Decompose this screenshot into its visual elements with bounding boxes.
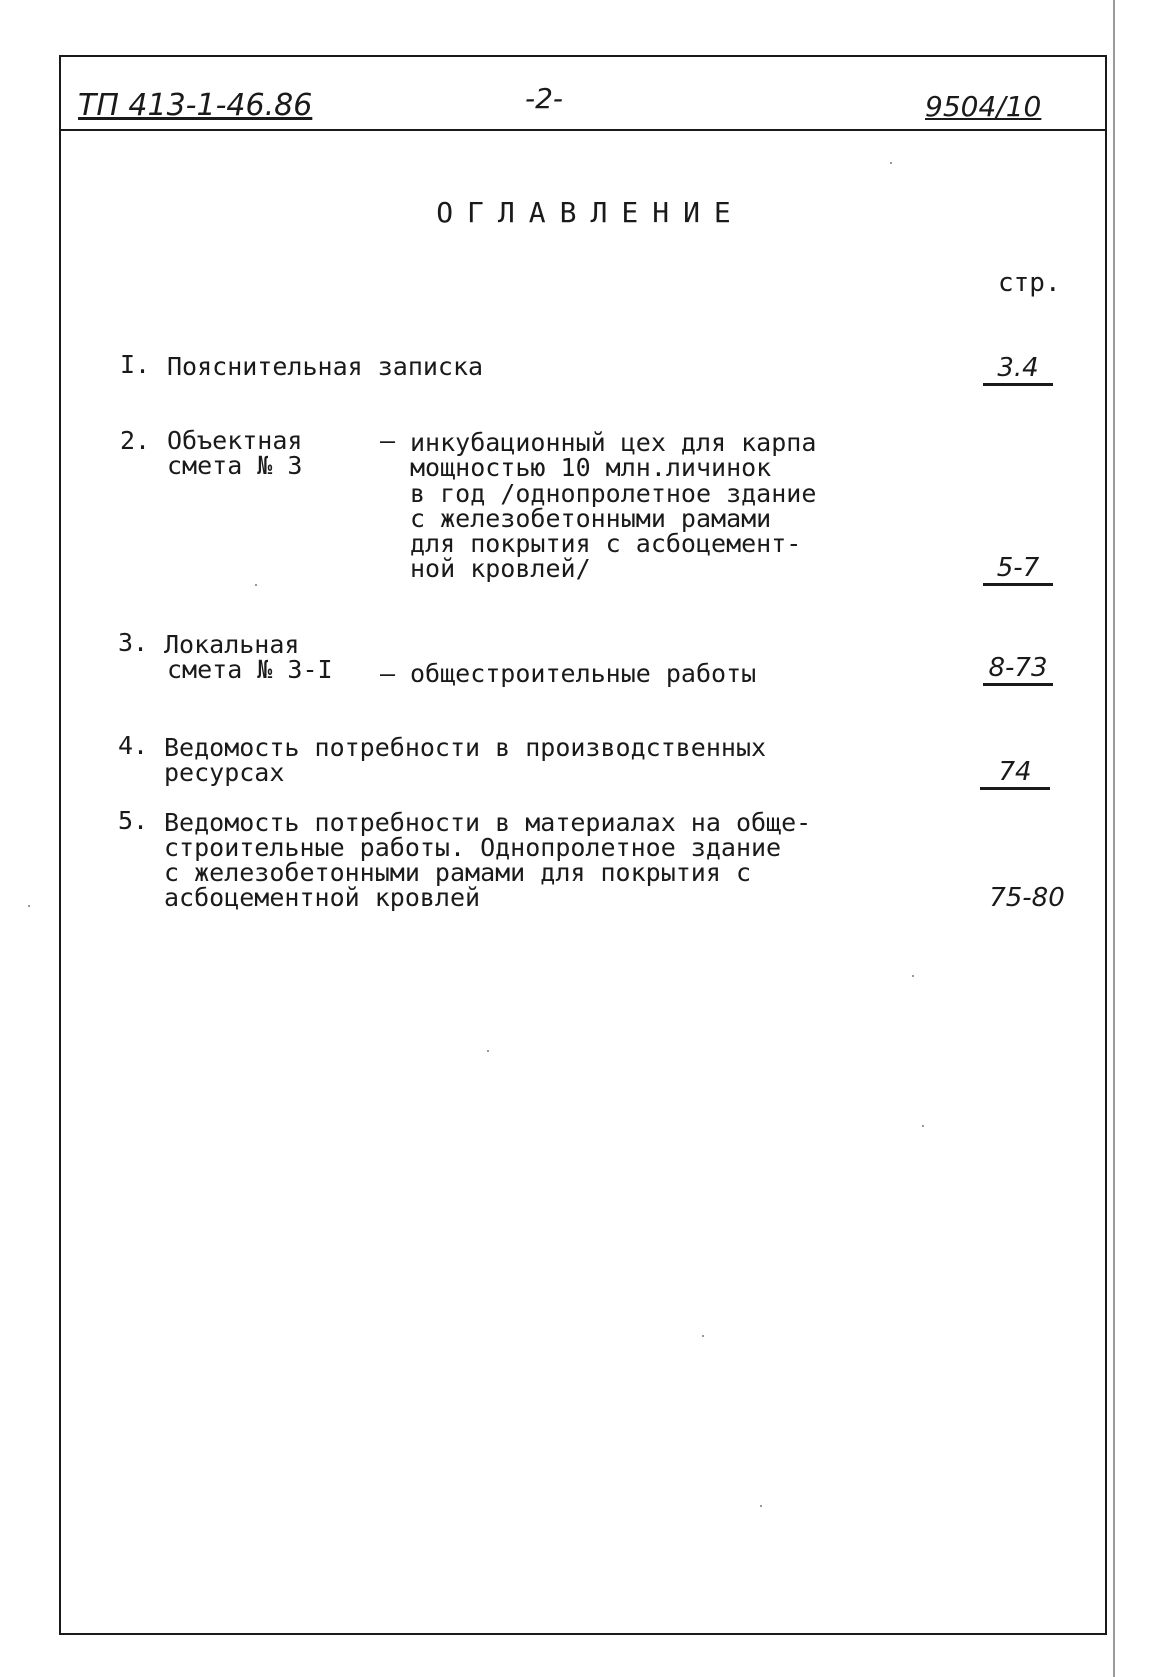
scan-speck <box>890 162 892 164</box>
header-divider <box>59 129 1107 131</box>
scan-speck <box>28 905 30 907</box>
entry-number: 3. <box>118 628 149 657</box>
entry-label-line: Локальная <box>164 630 300 659</box>
scan-speck <box>912 975 914 977</box>
entry-pages: 75-80 <box>989 883 1065 913</box>
entry-label-line: смета № 3 <box>167 451 303 480</box>
page-number: -2- <box>525 82 564 115</box>
entry-number: 2. <box>120 426 151 455</box>
entry-desc-line: ной кровлей/ <box>410 554 591 583</box>
entry-desc-line: с железобетонными рамами <box>410 504 772 533</box>
document-code: ТП 413-1-46.86 <box>78 88 313 123</box>
entry-desc-line: для покрытия с асбоцемент- <box>410 529 802 558</box>
entry-label-line: ресурсах <box>164 758 285 787</box>
pages-column-label: стр. <box>998 268 1061 298</box>
page-edge-line <box>1113 0 1115 1677</box>
entry-label-line: Объектная <box>167 426 303 455</box>
entry-desc-line: общестроительные работы <box>410 659 757 688</box>
entry-label-line: смета № 3-I <box>167 655 333 684</box>
entry-number: 5. <box>118 806 149 835</box>
entry-label-line: Ведомость потребности в материалах на обще- <box>164 808 812 837</box>
sheet-number: 9504/10 <box>925 90 1042 123</box>
scan-speck <box>487 1050 489 1052</box>
entry-dash: – <box>380 426 396 455</box>
entry-number: I. <box>120 350 151 379</box>
entry-desc-line: инкубационный цех для карпа <box>410 428 817 457</box>
entry-pages: 3.4 <box>983 356 1053 386</box>
scan-speck <box>760 1505 762 1507</box>
entry-pages: 5-7 <box>983 556 1053 586</box>
entry-dash: – <box>380 659 396 688</box>
entry-label: Пояснительная записка <box>167 352 484 381</box>
scan-speck <box>922 1125 924 1127</box>
entry-number: 4. <box>118 731 149 760</box>
scan-speck <box>255 584 257 586</box>
entry-pages: 74 <box>980 760 1050 790</box>
page-title: ОГЛАВЛЕНИЕ <box>436 196 745 229</box>
entry-label-line: с железобетонными рамами для покрытия с <box>164 858 751 887</box>
scan-speck <box>702 1335 704 1337</box>
entry-label-line: асбоцементной кровлей <box>164 883 481 912</box>
entry-pages: 8-73 <box>983 656 1053 686</box>
entry-desc-line: мощностью 10 млн.личинок <box>410 453 772 482</box>
entry-label-line: строительные работы. Однопролетное здание <box>164 833 782 862</box>
entry-desc-line: в год /однопролетное здание <box>410 479 817 508</box>
entry-label-line: Ведомость потребности в производственных <box>164 733 767 762</box>
